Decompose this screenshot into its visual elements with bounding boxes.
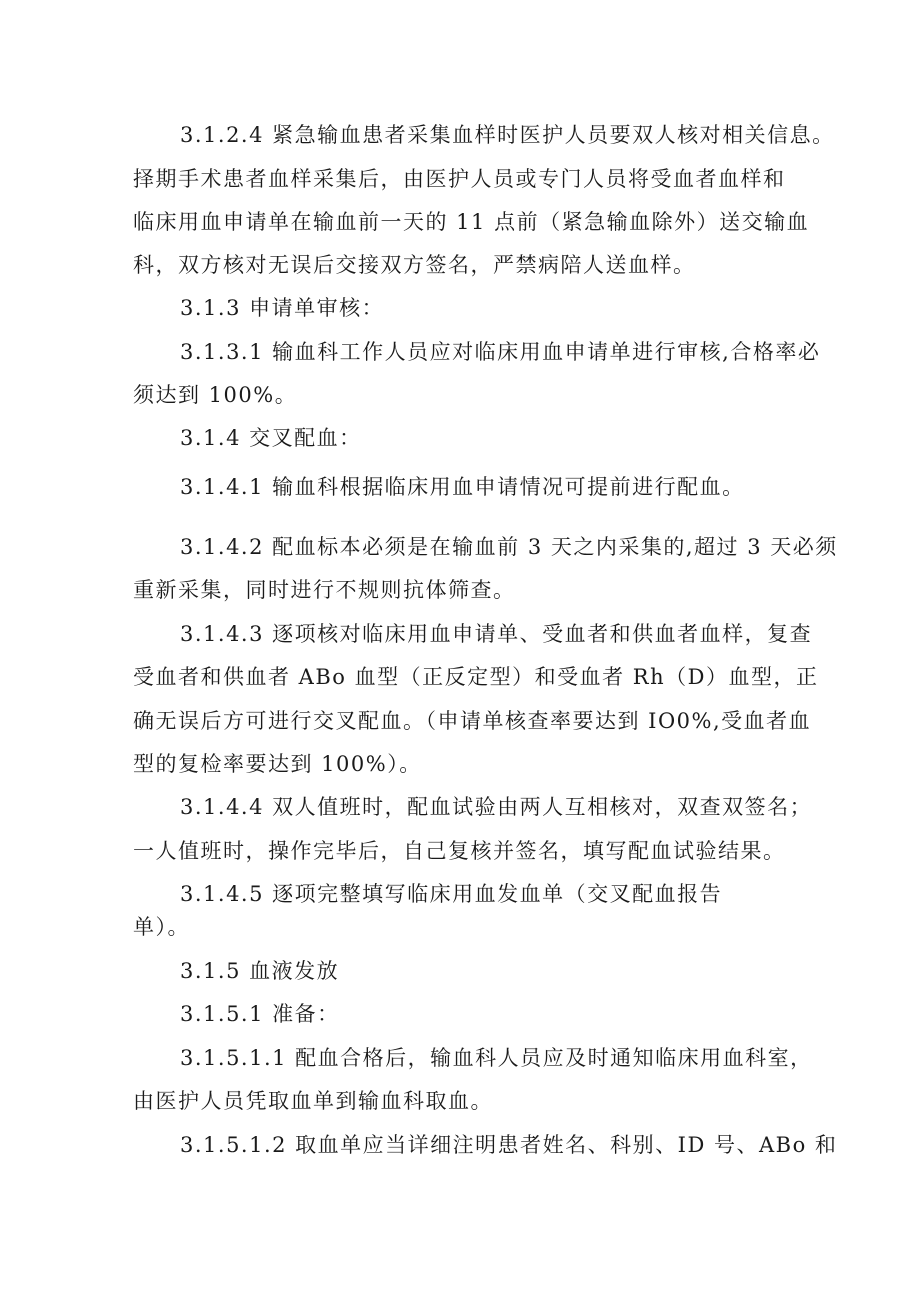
text-line: 临床用血申请单在输血前一天的 11 点前（紧急输血除外）送交输血: [133, 210, 810, 234]
text-line: 3.1.4.4 双人值班时，配血试验由两人互相核对，双查双签名；: [180, 795, 813, 819]
text-line: 3.1.4.3 逐项核对临床用血申请单、受血者和供血者血样，复查: [180, 622, 813, 646]
text-line: 3.1.4.5 逐项完整填写临床用血发血单（交叉配血报告: [180, 882, 723, 906]
text-line: 受血者和供血者 ABo 血型（正反定型）和受血者 Rh（D）血型，正: [133, 665, 819, 689]
section-heading: 3.1.5.1 准备：: [180, 1002, 340, 1026]
text-line: 3.1.3.1 输血科工作人员应对临床用血申请单进行审核,合格率必: [180, 340, 821, 364]
section-heading: 3.1.3 申请单审核：: [180, 296, 385, 320]
section-heading: 3.1.4 交叉配血：: [180, 426, 362, 450]
text-line: 重新采集，同时进行不规则抗体筛查。: [133, 578, 516, 602]
text-line: 3.1.4.1 输血科根据临床用血申请情况可提前进行配血。: [180, 475, 745, 499]
text-line: 3.1.5.1.1 配血合格后，输血科人员应及时通知临床用血科室，: [180, 1046, 813, 1070]
section-heading: 3.1.5 血液发放: [180, 959, 340, 983]
text-line: 科，双方核对无误后交接双方签名，严禁病陪人送血样。: [133, 253, 696, 277]
text-line: 由医护人员凭取血单到输血科取血。: [133, 1089, 493, 1113]
text-line: 3.1.2.4 紧急输血患者采集血样时医护人员要双人核对相关信息。: [180, 123, 835, 147]
text-line: 3.1.5.1.2 取血单应当详细注明患者姓名、科别、ID 号、ABo 和: [180, 1133, 838, 1157]
text-line: 须达到 100%。: [133, 383, 298, 407]
text-line: 确无误后方可进行交叉配血。（申请单核查率要达到 IO0%,受血者血: [133, 709, 812, 733]
text-line: 一人值班时，操作完毕后，自己复核并签名，填写配血试验结果。: [133, 839, 786, 863]
text-line: 型的复检率要达到 100%）。: [133, 752, 422, 776]
text-line: 择期手术患者血样采集后，由医护人员或专门人员将受血者血样和: [133, 167, 786, 191]
text-line: 单）。: [133, 915, 190, 939]
text-line: 3.1.4.2 配血标本必须是在输血前 3 天之内采集的,超过 3 天必须: [180, 535, 838, 559]
